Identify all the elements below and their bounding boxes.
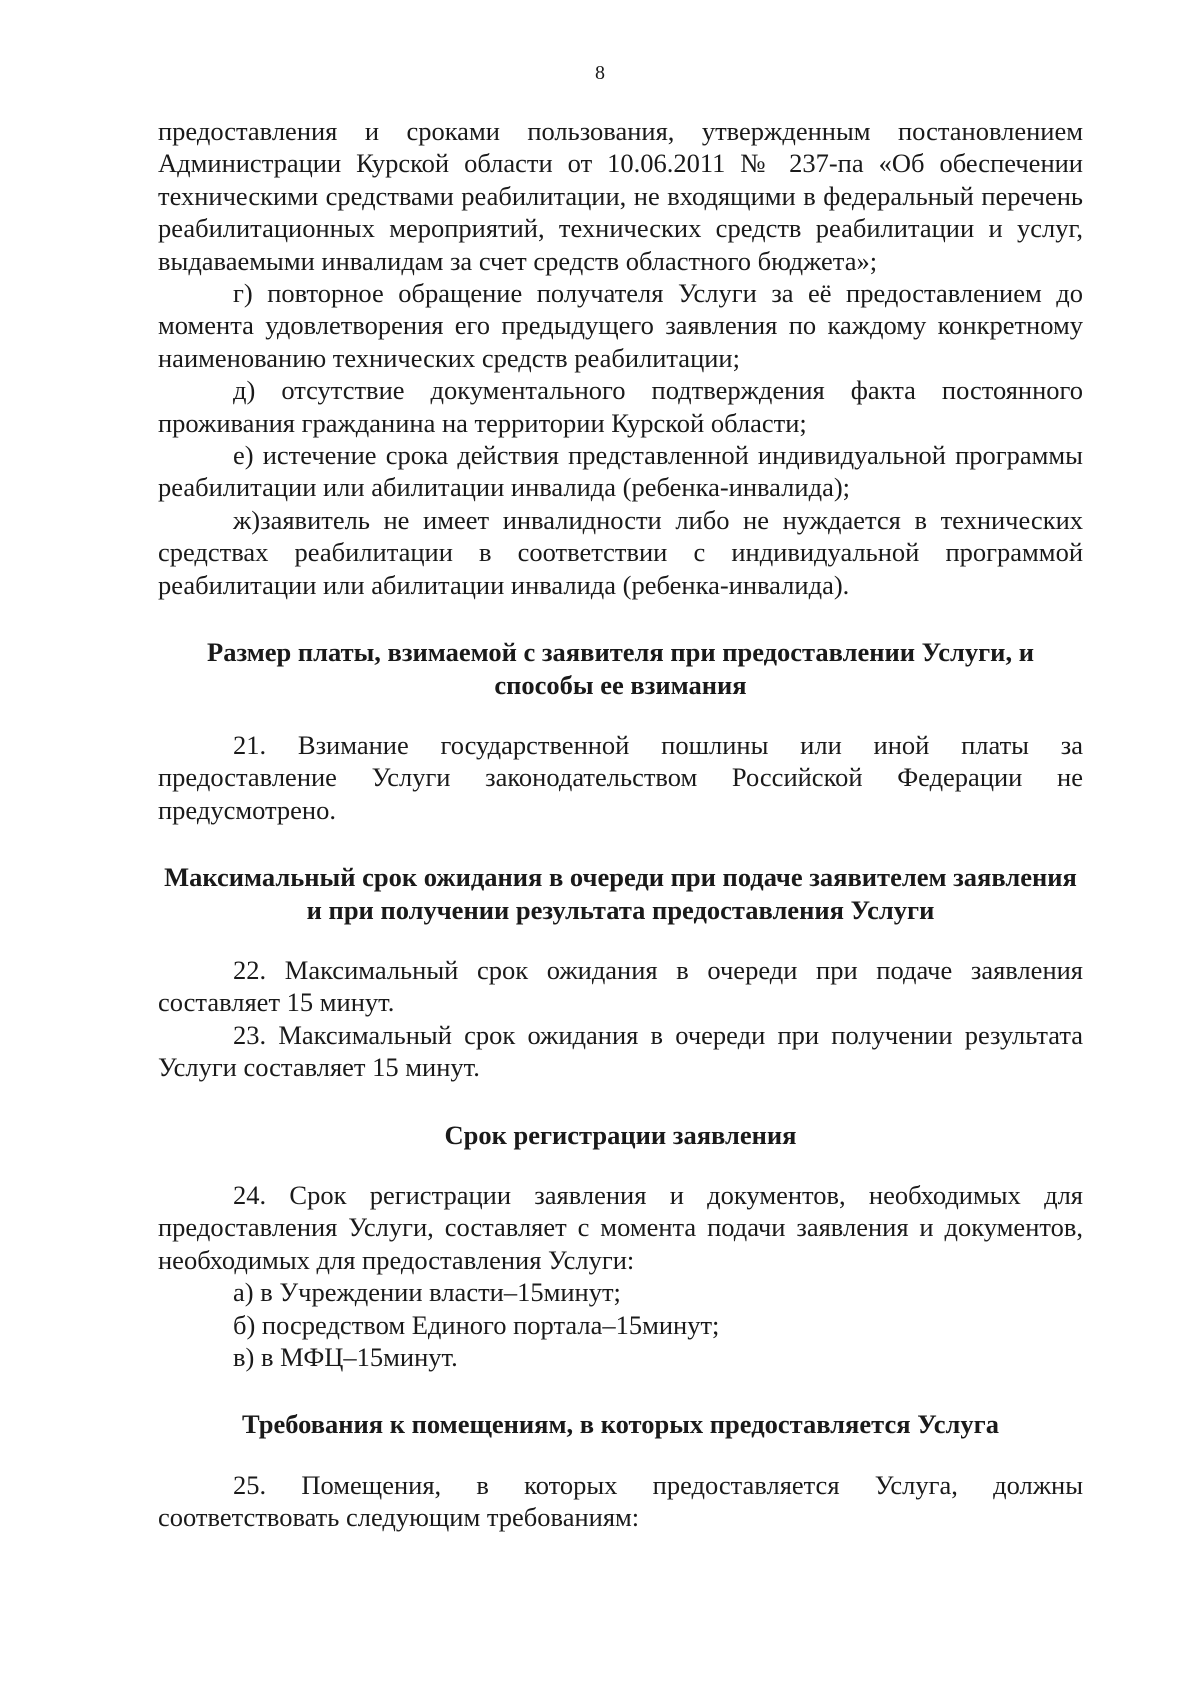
ground-item-g: г) повторное обращение получателя Услуги за её предоставлением до момента удовлетворения его предыдущего заявления по каждому конкретному наименованию технических средств реабилитации; [158,278,1083,373]
page-number: 8 [595,62,605,84]
section-heading-fee: Размер платы, взимаемой с заявителя при предоставлении Услуги, и способы ее взимания [207,637,1034,700]
paragraph-21: 21. Взимание государственной пошлины или иной платы за предоставление Услуги законодательством Российской Федерации не предусмотрено. [158,729,1083,825]
paragraph-23: 23. Максимальный срок ожидания в очереди при получении результата Услуги составляет 15 минут. [158,1019,1083,1083]
document-body [158,115,1083,1534]
registration-item-b: б) посредством Единого портала–15минут; [233,1309,720,1340]
spacer [158,1373,1083,1408]
paragraph-24: 24. Срок регистрации заявления и документов, необходимых для предоставления Услуги, составляет с момента подачи заявления и документов, необходимых для предоставления Услуги: [158,1179,1083,1275]
ground-item-e: е) истечение срока действия представленной индивидуальной программы реабилитации или абилитации инвалида (ребенка-инвалида); [158,440,1083,503]
intro-paragraph: предоставления и сроками пользования, утвержденным постановлением Администрации Курской области от 10.06.2011 № 237-па «Об обеспечении техническими средствами реабилитации, не входящими в федеральный перечень реабилитационных мероприятий, технических средств реабилитации и услуг, выдаваемыми инвалидам за счет средств областного бюджета»; [158,116,1083,276]
section-heading-queue: Максимальный срок ожидания в очереди при подаче заявителем заявления и при получении результата предоставления Услуги [164,862,1077,925]
spacer [158,826,1083,861]
section-heading-registration: Срок регистрации заявления [444,1119,797,1150]
paragraph-25: 25. Помещения, в которых предоставляется Услуга, должны соответствовать следующим требованиям: [158,1469,1083,1533]
ground-item-zh: ж)заявитель не имеет инвалидности либо не нуждается в технических средствах реабилитации в соответствии с индивидуальной программой реабилитации или абилитации инвалида (ребенка-инвалида). [158,504,1083,600]
spacer [158,701,1083,729]
spacer [158,1084,1083,1119]
spacer [158,1151,1083,1179]
section-heading-premises: Требования к помещениям, в которых предоставляется Услуга [242,1409,999,1440]
spacer [158,1441,1083,1469]
registration-item-a: а) в Учреждении власти–15минут; [233,1277,621,1308]
paragraph-22: 22. Максимальный срок ожидания в очереди при подаче заявления составляет 15 минут. [158,954,1083,1018]
spacer [158,601,1083,636]
spacer [158,926,1083,954]
ground-item-d: д) отсутствие документального подтверждения факта постоянного проживания гражданина на территории Курской области; [158,375,1083,438]
registration-item-v: в) в МФЦ–15минут. [233,1342,458,1372]
